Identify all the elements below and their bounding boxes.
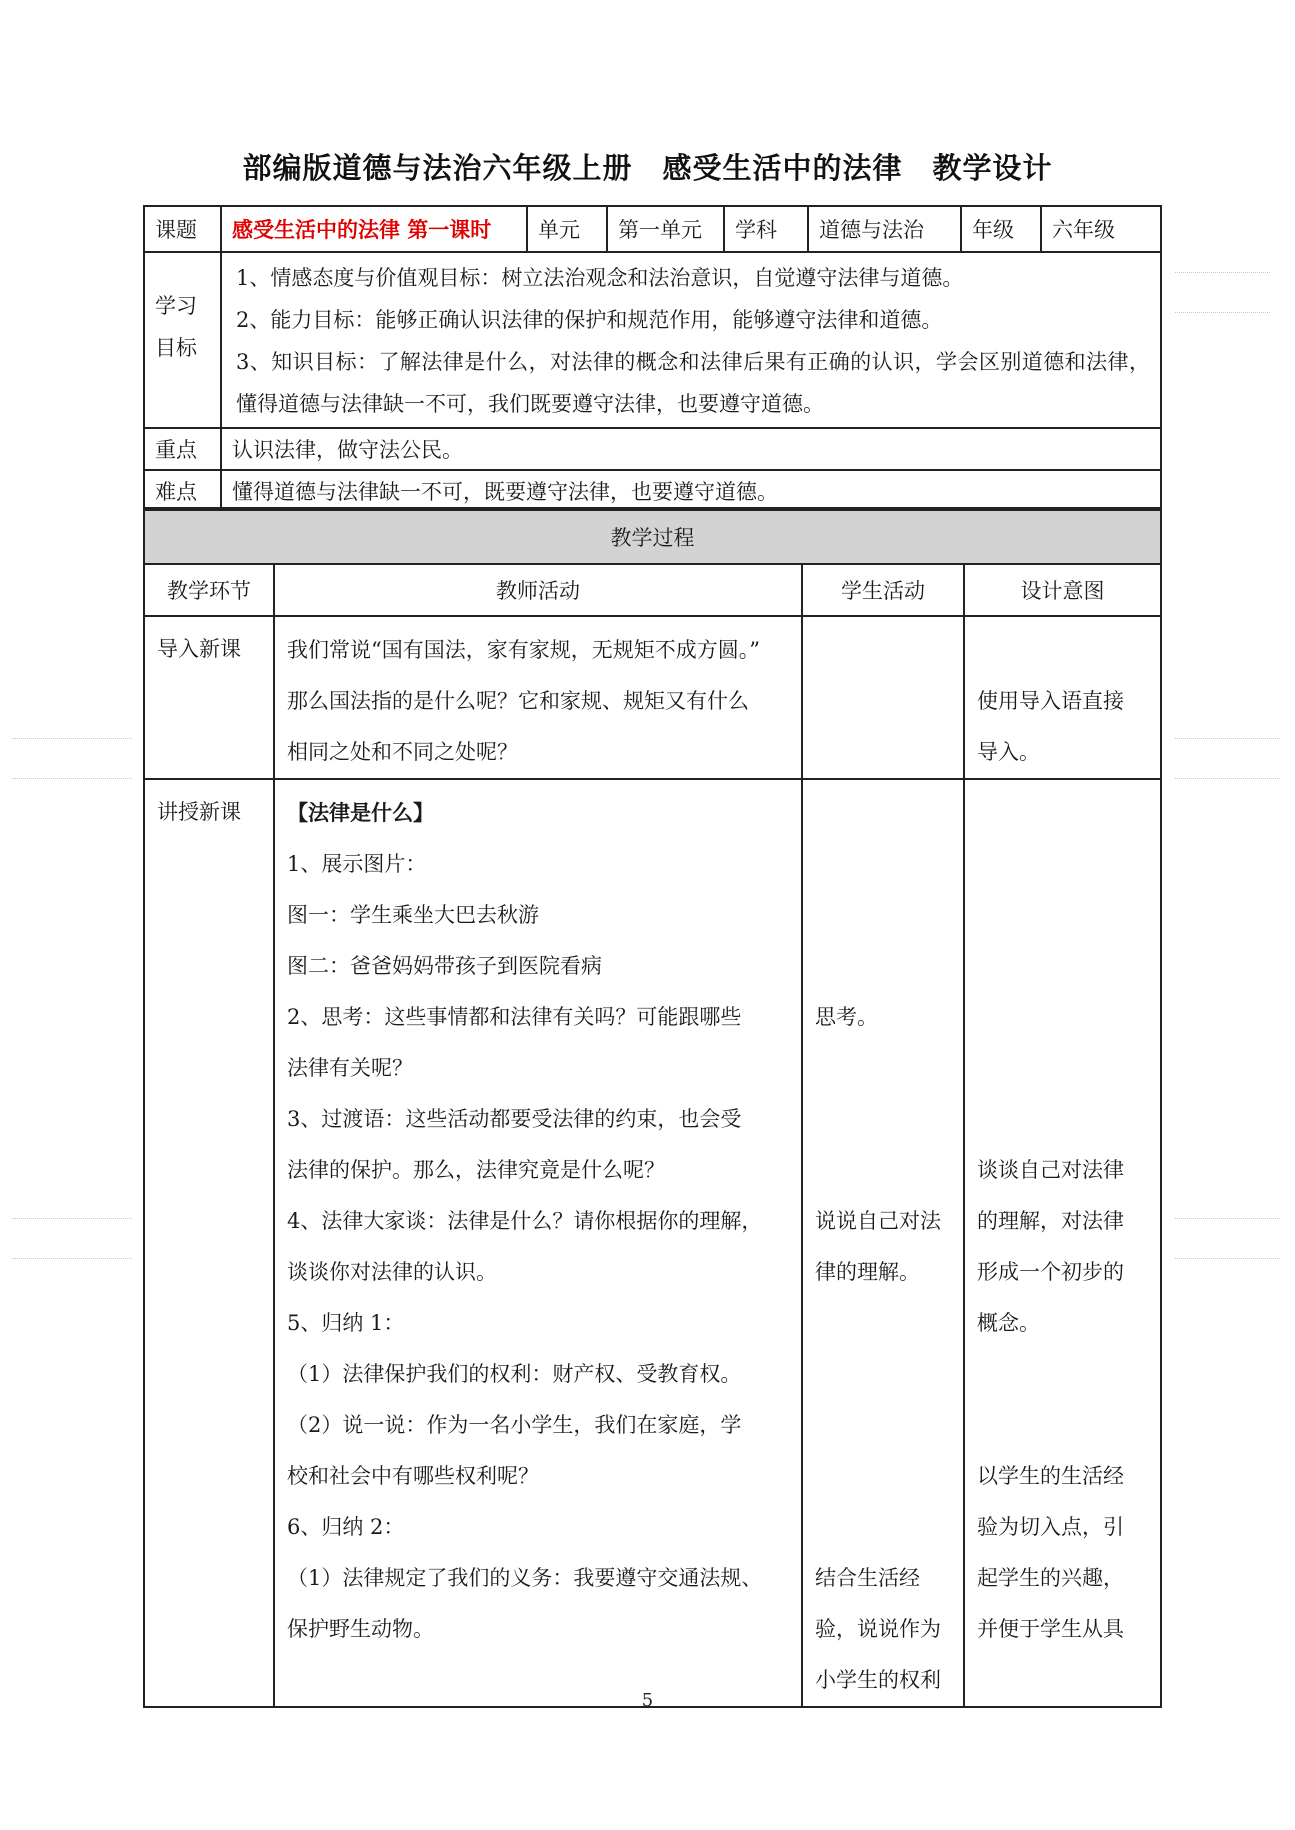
text-line: 以学生的生活经 (977, 1464, 1124, 1488)
text-line (815, 941, 951, 992)
grade-label: 年级 (961, 206, 1041, 252)
teaching-process-table (143, 507, 1162, 1708)
section-heading: 【法律是什么】 (287, 801, 434, 825)
text-line: 法律的保护。那么，法律究竟是什么呢？ (287, 1158, 665, 1182)
topic-label: 课题 (144, 206, 221, 252)
text-line (977, 1094, 1148, 1145)
subject-value: 道德与法治 (808, 206, 961, 252)
text-line: （1）法律规定了我们的义务：我要遵守交通法规、 (287, 1566, 763, 1590)
margin-mark (12, 1258, 132, 1259)
margin-mark (1175, 272, 1270, 273)
text-line: 律的理解。 (815, 1260, 920, 1284)
column-header-teacher: 教师活动 (274, 564, 802, 616)
table-row (144, 616, 1161, 779)
text-line: 3、过渡语：这些活动都要受法律的约束，也会受 (287, 1107, 742, 1131)
text-line (977, 992, 1148, 1043)
topic-value: 感受生活中的法律 第一课时 (221, 206, 527, 252)
goal-item: 1、情感态度与价值观目标：树立法治观念和法治意识，自觉遵守法律与道德。 (236, 266, 964, 290)
text-line: 说说自己对法 (815, 1209, 941, 1233)
text-line (815, 1094, 951, 1145)
text-line (977, 941, 1148, 992)
text-line: 相同之处和不同之处呢？ (287, 740, 518, 764)
margin-mark (12, 1218, 132, 1219)
process-band-row (144, 509, 1161, 564)
text-line (977, 1349, 1148, 1400)
text-line: 谈谈自己对法律 (977, 1158, 1124, 1182)
text-line: 图二：爸爸妈妈带孩子到医院看病 (287, 954, 602, 978)
text-line: 5、归纳 1： (287, 1311, 405, 1335)
key-point-row (144, 428, 1161, 470)
design-intent-intro (964, 616, 1161, 779)
text-line: 形成一个初步的 (977, 1260, 1124, 1284)
text-line (977, 1043, 1148, 1094)
goals-label-line-2: 目标 (155, 336, 197, 360)
text-line: 起学生的兴趣， (977, 1566, 1124, 1590)
lesson-info-table (143, 205, 1162, 513)
text-line: 概念。 (977, 1311, 1040, 1335)
text-line: 图一：学生乘坐大巴去秋游 (287, 903, 539, 927)
margin-mark (1175, 1258, 1280, 1259)
process-header-row (144, 564, 1161, 616)
difficulty-row (144, 470, 1161, 512)
text-line: 1、展示图片： (287, 852, 427, 876)
text-line: 的理解，对法律 (977, 1209, 1124, 1233)
text-line (815, 1043, 951, 1094)
teacher-activity-intro (274, 616, 802, 779)
student-activity-new-lesson (802, 779, 964, 1707)
unit-label: 单元 (527, 206, 607, 252)
goal-item: 2、能力目标：能够正确认识法律的保护和规范作用，能够遵守法律和道德。 (236, 308, 943, 332)
process-band: 教学过程 (144, 509, 1161, 564)
teacher-activity-new-lesson (274, 779, 802, 1707)
table-row (144, 779, 1161, 1707)
text-line (815, 839, 951, 890)
text-line: 6、归纳 2： (287, 1515, 405, 1539)
text-line: 谈谈你对法律的认识。 (287, 1260, 497, 1284)
text-line: 校和社会中有哪些权利呢？ (287, 1464, 539, 1488)
text-line: （2）说一说：作为一名小学生，我们在家庭，学 (287, 1413, 742, 1437)
text-line: 使用导入语直接 (977, 689, 1124, 713)
goals-label-line-1: 学习 (155, 294, 197, 318)
text-line (815, 1451, 951, 1502)
key-point-value: 认识法律，做守法公民。 (221, 428, 1161, 470)
design-intent-new-lesson (964, 779, 1161, 1707)
key-point-label: 重点 (144, 428, 221, 470)
text-line (977, 839, 1148, 890)
text-line: 2、思考：这些事情都和法律有关吗？可能跟哪些 (287, 1005, 742, 1029)
column-header-student: 学生活动 (802, 564, 964, 616)
goals-row (144, 252, 1161, 428)
grade-value: 六年级 (1041, 206, 1161, 252)
subject-label: 学科 (724, 206, 808, 252)
text-line (815, 788, 951, 839)
text-line (815, 1400, 951, 1451)
text-line: 4、法律大家谈：法律是什么？请你根据你的理解， (287, 1209, 763, 1233)
goals-text (221, 252, 1161, 428)
text-line: 结合生活经 (815, 1566, 920, 1590)
text-line: 并便于学生从具 (977, 1617, 1124, 1641)
text-line: 那么国法指的是什么呢？它和家规、规矩又有什么 (287, 689, 749, 713)
text-line (815, 1349, 951, 1400)
goals-label (144, 252, 221, 428)
text-line (977, 1400, 1148, 1451)
text-line (815, 1502, 951, 1553)
document-title: 部编版道德与法治六年级上册 感受生活中的法律 教学设计 (242, 151, 1053, 185)
text-line (977, 788, 1148, 839)
text-line: 小学生的权利 (815, 1668, 941, 1692)
stage-new-lesson: 讲授新课 (144, 779, 274, 1707)
text-line: 思考。 (815, 1005, 878, 1029)
margin-mark (12, 738, 132, 739)
stage-intro: 导入新课 (144, 616, 274, 779)
page-number: 5 (641, 1690, 654, 1711)
student-activity-intro (802, 616, 964, 779)
text-line: 我们常说“国有国法，家有家规，无规矩不成方圆。” (287, 638, 760, 662)
unit-value: 第一单元 (607, 206, 724, 252)
text-line (977, 625, 1148, 676)
difficulty-value: 懂得道德与法律缺一不可，既要遵守法律，也要遵守道德。 (221, 470, 1161, 512)
difficulty-label: 难点 (144, 470, 221, 512)
text-line: 验，说说作为 (815, 1617, 941, 1641)
margin-mark (1175, 738, 1280, 739)
text-line: 导入。 (977, 740, 1040, 764)
margin-mark (1175, 778, 1280, 779)
margin-mark (1175, 312, 1270, 313)
text-line: 法律有关呢？ (287, 1056, 413, 1080)
goal-item: 3、知识目标：了解法律是什么，对法律的概念和法律后果有正确的认识，学会区别道德和法律，懂得道德与法律缺一不可，我们既要遵守法律，也要遵守道德。 (236, 350, 1150, 416)
text-line: 验为切入点，引 (977, 1515, 1124, 1539)
column-header-stage: 教学环节 (144, 564, 274, 616)
column-header-intent: 设计意图 (964, 564, 1161, 616)
text-line (815, 1298, 951, 1349)
topic-row (144, 206, 1161, 252)
text-line: （1）法律保护我们的权利：财产权、受教育权。 (287, 1362, 742, 1386)
text-line (815, 890, 951, 941)
text-line (815, 1145, 951, 1196)
text-line (977, 890, 1148, 941)
margin-mark (1175, 1218, 1280, 1219)
margin-mark (12, 778, 132, 779)
text-line: 保护野生动物。 (287, 1617, 434, 1641)
